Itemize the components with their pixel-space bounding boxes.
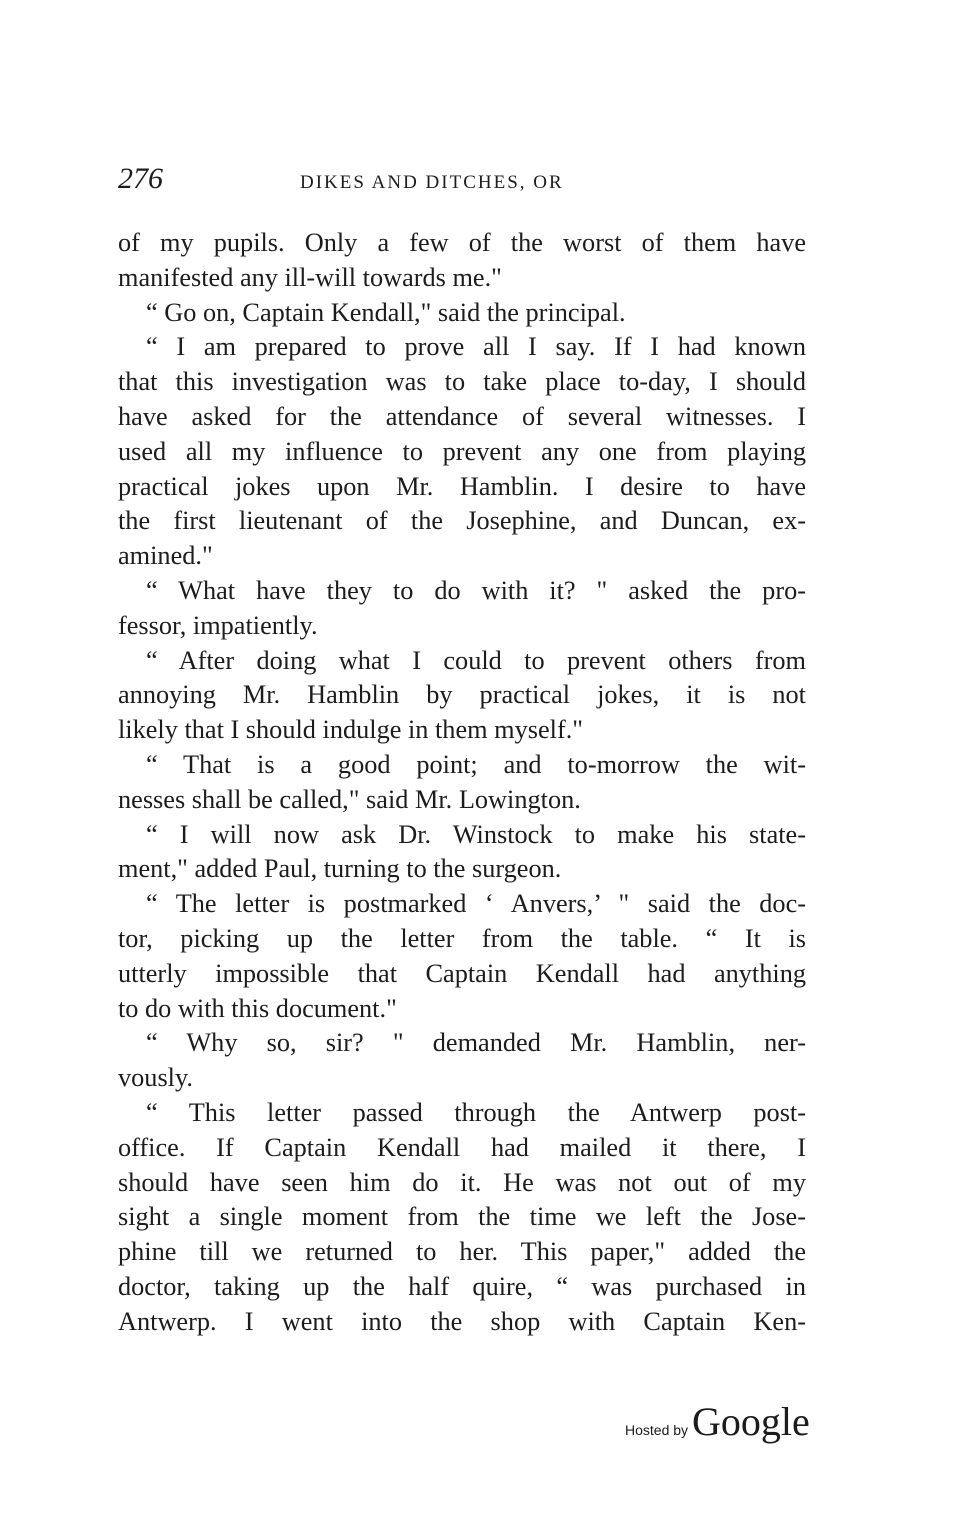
hosted-by-label: Hosted by	[625, 1422, 689, 1438]
text-line: should have seen him do it. He was not out of my	[118, 1167, 806, 1197]
text-line: fessor, impatiently.	[118, 610, 318, 640]
text-line: likely that I should indulge in them myself."	[118, 715, 584, 745]
text-line: doctor, taking up the half quire, “ was purchased in	[118, 1271, 806, 1301]
text-line: the first lieutenant of the Josephine, and Duncan, ex-	[118, 506, 806, 536]
page-header	[118, 162, 806, 202]
text-line: office. If Captain Kendall had mailed it there, I	[118, 1132, 806, 1162]
text-line: tor, picking up the letter from the table. “ It is	[118, 923, 806, 953]
text-line: amined."	[118, 541, 213, 571]
text-line: “ What have they to do with it? " asked the pro-	[146, 575, 806, 605]
text-line: “ I am prepared to prove all I say. If I had known	[146, 332, 806, 362]
text-line: nesses shall be called," said Mr. Lowington.	[118, 784, 581, 814]
text-line: sight a single moment from the time we left the Jose-	[118, 1202, 806, 1232]
text-line: “ This letter passed through the Antwerp post-	[146, 1097, 806, 1127]
text-line: manifested any ill-will towards me."	[118, 262, 502, 292]
text-line: “ The letter is postmarked ‘ Anvers,’ " said the doc-	[146, 889, 806, 919]
hosted-by-google-mark	[625, 1398, 810, 1445]
body-text	[118, 226, 806, 1340]
text-line: used all my influence to prevent any one from playing	[118, 436, 806, 466]
text-line: Antwerp. I went into the shop with Captain Ken-	[118, 1306, 806, 1336]
text-line: vously.	[118, 1063, 193, 1093]
text-line: “ After doing what I could to prevent others from	[146, 645, 806, 675]
text-line: annoying Mr. Hamblin by practical jokes, it is not	[118, 680, 806, 710]
text-line: phine till we returned to her. This paper," added the	[118, 1237, 806, 1267]
text-line: “ Why so, sir? " demanded Mr. Hamblin, ner-	[146, 1028, 806, 1058]
running-title: DIKES AND DITCHES, OR	[300, 172, 564, 193]
text-line: of my pupils. Only a few of the worst of them have	[118, 228, 806, 257]
text-line: utterly impossible that Captain Kendall had anything	[118, 958, 806, 988]
text-line: ment," added Paul, turning to the surgeon.	[118, 854, 562, 884]
text-line: “ I will now ask Dr. Winstock to make his state-	[146, 819, 806, 849]
text-line: have asked for the attendance of several witnesses. I	[118, 401, 806, 431]
text-line: practical jokes upon Mr. Hamblin. I desire to have	[118, 471, 806, 501]
google-logo: Google	[692, 1399, 810, 1444]
text-line: “ That is a good point; and to-morrow the wit-	[146, 749, 806, 779]
text-line: to do with this document."	[118, 993, 397, 1023]
page-number: 276	[118, 162, 163, 195]
text-line: “ Go on, Captain Kendall," said the principal.	[146, 297, 626, 327]
text-line: that this investigation was to take place to-day, I should	[118, 367, 806, 397]
